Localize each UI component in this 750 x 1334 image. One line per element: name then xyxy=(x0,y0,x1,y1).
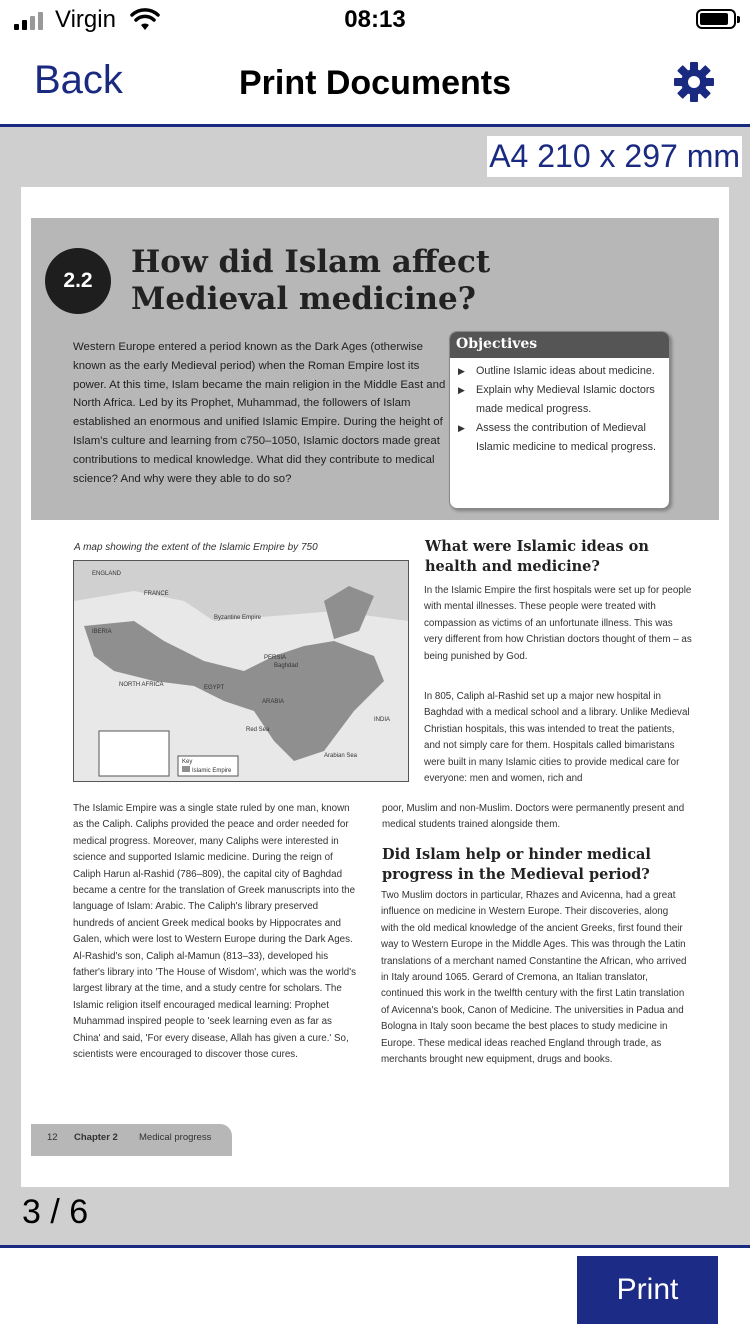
intro-paragraph: Western Europe entered a period known as the Dark Ages (otherwise known as the early Medieval period) when the Roman Empire lost its power. At this time, Islam became the main religion in the Middle East and North Africa. Led by its Prophet, Muhammad, the followers of Islam established an enormous and unified Islamic Empire. During the height of Islam's culture and learning from c750–1050, Islamic doctors made great contributions to medical knowledge. What did they contribute to medical science? And why were they able to do so? xyxy=(73,341,446,485)
map-label: PERSIA xyxy=(264,655,287,661)
back-button[interactable]: Back xyxy=(34,58,123,102)
page-counter: 3 / 6 xyxy=(22,1193,89,1231)
subheading-progress: Did Islam help or hinder medical progress in the Medieval period? xyxy=(382,846,651,883)
empire-map xyxy=(73,560,409,782)
body-paragraph: In the Islamic Empire the first hospitals were set up for people with mental illnesses. These people were treated with compassion as victims of an unfortunate illness. This was very different from how Christian doctors thought of them – as being punished by God. xyxy=(424,585,692,662)
body-paragraph: poor, Muslim and non-Muslim. Doctors were permanently present and medical students trained alongside them. xyxy=(382,803,685,831)
objectives-title: Objectives xyxy=(450,332,669,358)
objectives-box xyxy=(449,331,670,509)
footer-title: Medical progress xyxy=(139,1132,212,1143)
body-column-left: The Islamic Empire was a single state ruled by one man, known as the Caliph. Caliphs provided the peace and order needed for medical progress. Moreover, many Caliphs were interested in science and supported Islamic medicine. During the reign of Caliph Harun al-Rashid (786–809), the capital city of Baghdad became a centre for the translation of Greek manuscripts into the language of Islam: Arabic. The Caliph's library preserved hundreds of ancient Greek medical books by Hippocrates and Galen, which were lost to Western Europe during the Dark Ages. Al-Rashid's son, Caliph al-Mamun (813–33), developed his father's library into 'The House of Wisdom', which was the world's largest library at the time, and a study centre for scholars. The Islamic religion itself encouraged medical learning: Prophet Muhammad inspired people to 'seek learning even as far as China' and said, 'For every disease, Allah has given a cure.' So, scientists were encouraged to discover those cures. xyxy=(73,803,356,1061)
subheading-ideas: What were Islamic ideas on health and medicine? xyxy=(425,538,649,575)
page-footer xyxy=(31,1124,232,1156)
footer-chapter: Chapter 2 xyxy=(74,1132,118,1143)
map-label: Baghdad xyxy=(274,663,299,669)
objective-item: ▶ Explain why Medieval Islamic doctors made medical progress. xyxy=(458,381,661,419)
body-paragraph: In 805, Caliph al-Rashid set up a major new hospital in Baghdad with a medical school and a library. Unlike Medieval Christian hospitals, this was intended to treat the patients, and not simply care for them. Hospitals called bimaristans were built in many Islamic cities to provide medical care for everyone: men and women, rich and xyxy=(424,691,690,785)
gear-icon[interactable] xyxy=(672,60,716,104)
map-graphic xyxy=(74,561,408,781)
footer-page-number: 12 xyxy=(47,1132,58,1143)
map-label: Key xyxy=(182,759,193,765)
map-label: Red Sea xyxy=(246,727,270,733)
bottom-divider xyxy=(0,1245,750,1248)
map-label: INDIA xyxy=(374,717,391,723)
document-heading: How did Islam affect Medieval medicine? xyxy=(131,244,491,317)
navigation-bar xyxy=(0,40,750,124)
clock: 08:13 xyxy=(344,6,406,33)
map-label: ARABIA xyxy=(262,699,285,705)
document-page-preview[interactable] xyxy=(21,187,729,1187)
page-title: Print Documents xyxy=(238,64,512,102)
carrier-name: Virgin xyxy=(55,6,116,33)
page-header-band xyxy=(31,218,719,520)
print-button[interactable]: Print xyxy=(577,1256,718,1324)
map-label: IBERIA xyxy=(92,629,112,635)
map-label: FRANCE xyxy=(144,591,169,597)
map-label: ENGLAND xyxy=(92,571,122,577)
status-bar xyxy=(0,0,750,40)
battery-icon xyxy=(696,9,736,29)
objective-item: ▶ Assess the contribution of Medieval Islamic medicine to medical progress. xyxy=(458,419,661,457)
map-label: Islamic Empire xyxy=(192,768,232,774)
section-number-badge: 2.2 xyxy=(45,248,111,314)
map-label: Byzantine Empire xyxy=(214,615,262,621)
map-caption: A map showing the extent of the Islamic Empire by 750 xyxy=(74,542,318,553)
paper-size-label[interactable]: A4 210 x 297 mm xyxy=(487,136,742,177)
map-label: EGYPT xyxy=(204,685,225,691)
body-paragraph: Two Muslim doctors in particular, Rhazes and Avicenna, had a great influence on medicine in Western Europe. Their discoveries, along with the old medical knowledge of the ancient Greeks, first found their way to Western Europe in the Middle Ages. This was through the Latin translations of a merchant named Constantine the African, who arrived in Italy around 1065. Gerard of Cremona, an Italian translator, continued this work in the twelfth century with the first Latin translation of Avicenna's book, Canon of Medicine. The universities in Padua and Bologna in Italy soon became the best places to study medicine in Europe. These medical ideas reached England through trade, as merchants brought new equipment, drugs and books. xyxy=(381,890,687,1066)
map-label: Arabian Sea xyxy=(324,753,358,759)
objective-item: ▶ Outline Islamic ideas about medicine. xyxy=(458,362,661,381)
map-label: NORTH AFRICA xyxy=(119,682,164,688)
print-preview-area[interactable] xyxy=(0,127,750,1245)
